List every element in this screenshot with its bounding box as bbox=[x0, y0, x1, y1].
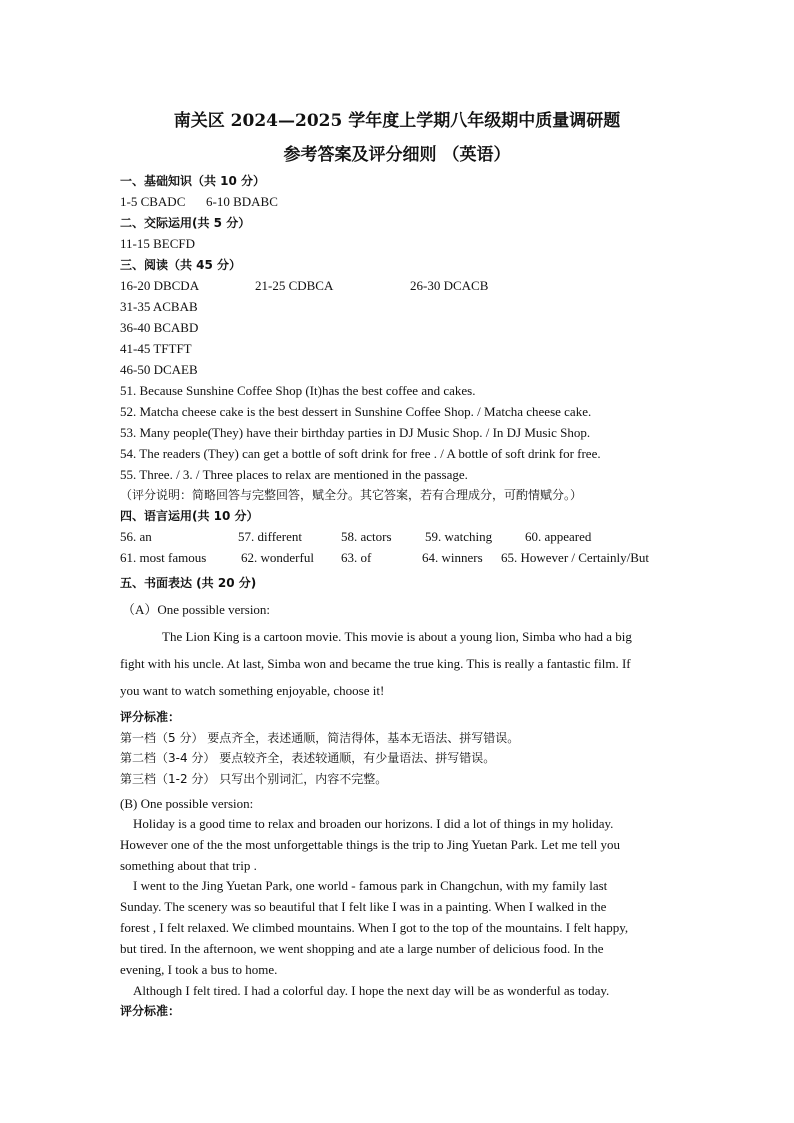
essay-line: Although I felt tired. I had a colorful day. I hope the next day will be as wonderful as today. bbox=[133, 983, 610, 998]
essay-line: something about that trip . bbox=[120, 858, 257, 873]
qa-answer: 52. Matcha cheese cake is the best dessert in Sunshine Coffee Shop. / Matcha cheese cake. bbox=[120, 404, 592, 419]
blank-answer: 62. wonderful bbox=[241, 550, 314, 565]
qa-answer: 53. Many people(They) have their birthday parties in DJ Music Shop. / In DJ Music Shop. bbox=[120, 425, 591, 440]
essay-line: Sunday. The scenery was so beautiful that I felt like I was in a painting. When I walked in the bbox=[120, 899, 607, 914]
answer-group: 41-45 TFTFT bbox=[120, 341, 192, 356]
page-subtitle: 参考答案及评分细则 （英语） bbox=[283, 145, 511, 165]
answer-group: 36-40 BCABD bbox=[120, 320, 199, 335]
essay-line: However one of the the most unforgettable things is the trip to Jing Yuetan Park. Let me tell you bbox=[120, 837, 621, 852]
blank-answer: 58. actors bbox=[341, 529, 392, 544]
essay-line: fight with his uncle. At last, Simba won and became the true king. This is really a fantastic film. If bbox=[120, 656, 631, 671]
blank-answer: 57. different bbox=[238, 529, 303, 544]
essay-line: forest , I felt relaxed. We climbed mountains. When I got to the top of the mountains. I felt happy, bbox=[120, 920, 629, 935]
blank-answer: 64. winners bbox=[422, 550, 483, 565]
blank-answer: 61. most famous bbox=[120, 550, 207, 565]
answer-group: 31-35 ACBAB bbox=[120, 299, 198, 314]
blank-answer: 56. an bbox=[120, 529, 152, 544]
scoring-note: （评分说明：简略回答与完整回答，赋全分。其它答案，若有合理成分，可酌情赋分。） bbox=[120, 488, 583, 502]
section-2-heading: 二、交际运用(共 5 分） bbox=[120, 216, 251, 230]
criteria-tier: 第二档（3-4 分） 要点较齐全，表述较通顺，有少量语法、拼写错误。 bbox=[120, 751, 496, 765]
section-5-heading: 五、书面表达 (共 20 分) bbox=[120, 576, 257, 590]
blank-answer: 60. appeared bbox=[525, 529, 592, 544]
answer-group: 26-30 DCACB bbox=[410, 278, 489, 293]
answer-group: 16-20 DBCDA bbox=[120, 278, 200, 293]
answer-group: 46-50 DCAEB bbox=[120, 362, 198, 377]
essay-line: Holiday is a good time to relax and broaden our horizons. I did a lot of things in my holiday. bbox=[133, 816, 614, 831]
answer-group: 1-5 CBADC bbox=[120, 194, 186, 209]
essay-line: you want to watch something enjoyable, choose it! bbox=[120, 683, 385, 698]
essay-line: The Lion King is a cartoon movie. This movie is about a young lion, Simba who had a big bbox=[162, 629, 632, 644]
blank-answer: 59. watching bbox=[425, 529, 493, 544]
blank-answer: 63. of bbox=[341, 550, 372, 565]
section-1-heading: 一、基础知识（共 10 分） bbox=[120, 174, 266, 188]
essay-line: but tired. In the afternoon, we went shopping and ate a large number of delicious food. In the bbox=[120, 941, 604, 956]
answer-group: 21-25 CDBCA bbox=[255, 278, 334, 293]
section-3-heading: 三、阅读（共 45 分） bbox=[120, 258, 242, 272]
essay-line: I went to the Jing Yuetan Park, one world - famous park in Changchun, with my family last bbox=[133, 878, 608, 893]
part-a-label: （A）One possible version: bbox=[122, 602, 271, 617]
section-4-heading: 四、语言运用(共 10 分） bbox=[120, 509, 259, 523]
blank-answer: 65. However / Certainly/But bbox=[501, 550, 650, 565]
essay-line: evening, I took a bus to home. bbox=[120, 962, 278, 977]
page-title: 南关区 2024—2025 学年度上学期八年级期中质量调研题 bbox=[173, 111, 621, 131]
qa-answer: 51. Because Sunshine Coffee Shop (It)has the best coffee and cakes. bbox=[120, 383, 476, 398]
qa-answer: 54. The readers (They) can get a bottle of soft drink for free . / A bottle of soft drink for free. bbox=[120, 446, 601, 461]
part-b-label: (B) One possible version: bbox=[120, 796, 254, 811]
qa-answer: 55. Three. / 3. / Three places to relax are mentioned in the passage. bbox=[120, 467, 468, 482]
criteria-heading-2: 评分标准： bbox=[120, 1004, 181, 1018]
criteria-heading: 评分标准： bbox=[120, 710, 181, 724]
criteria-tier: 第一档（5 分） 要点齐全，表述通顺，简洁得体，基本无语法、拼写错误。 bbox=[120, 731, 520, 745]
answer-group: 11-15 BECFD bbox=[120, 236, 195, 251]
answer-group: 6-10 BDABC bbox=[206, 194, 278, 209]
criteria-tier: 第三档（1-2 分） 只写出个别词汇，内容不完整。 bbox=[120, 772, 388, 786]
